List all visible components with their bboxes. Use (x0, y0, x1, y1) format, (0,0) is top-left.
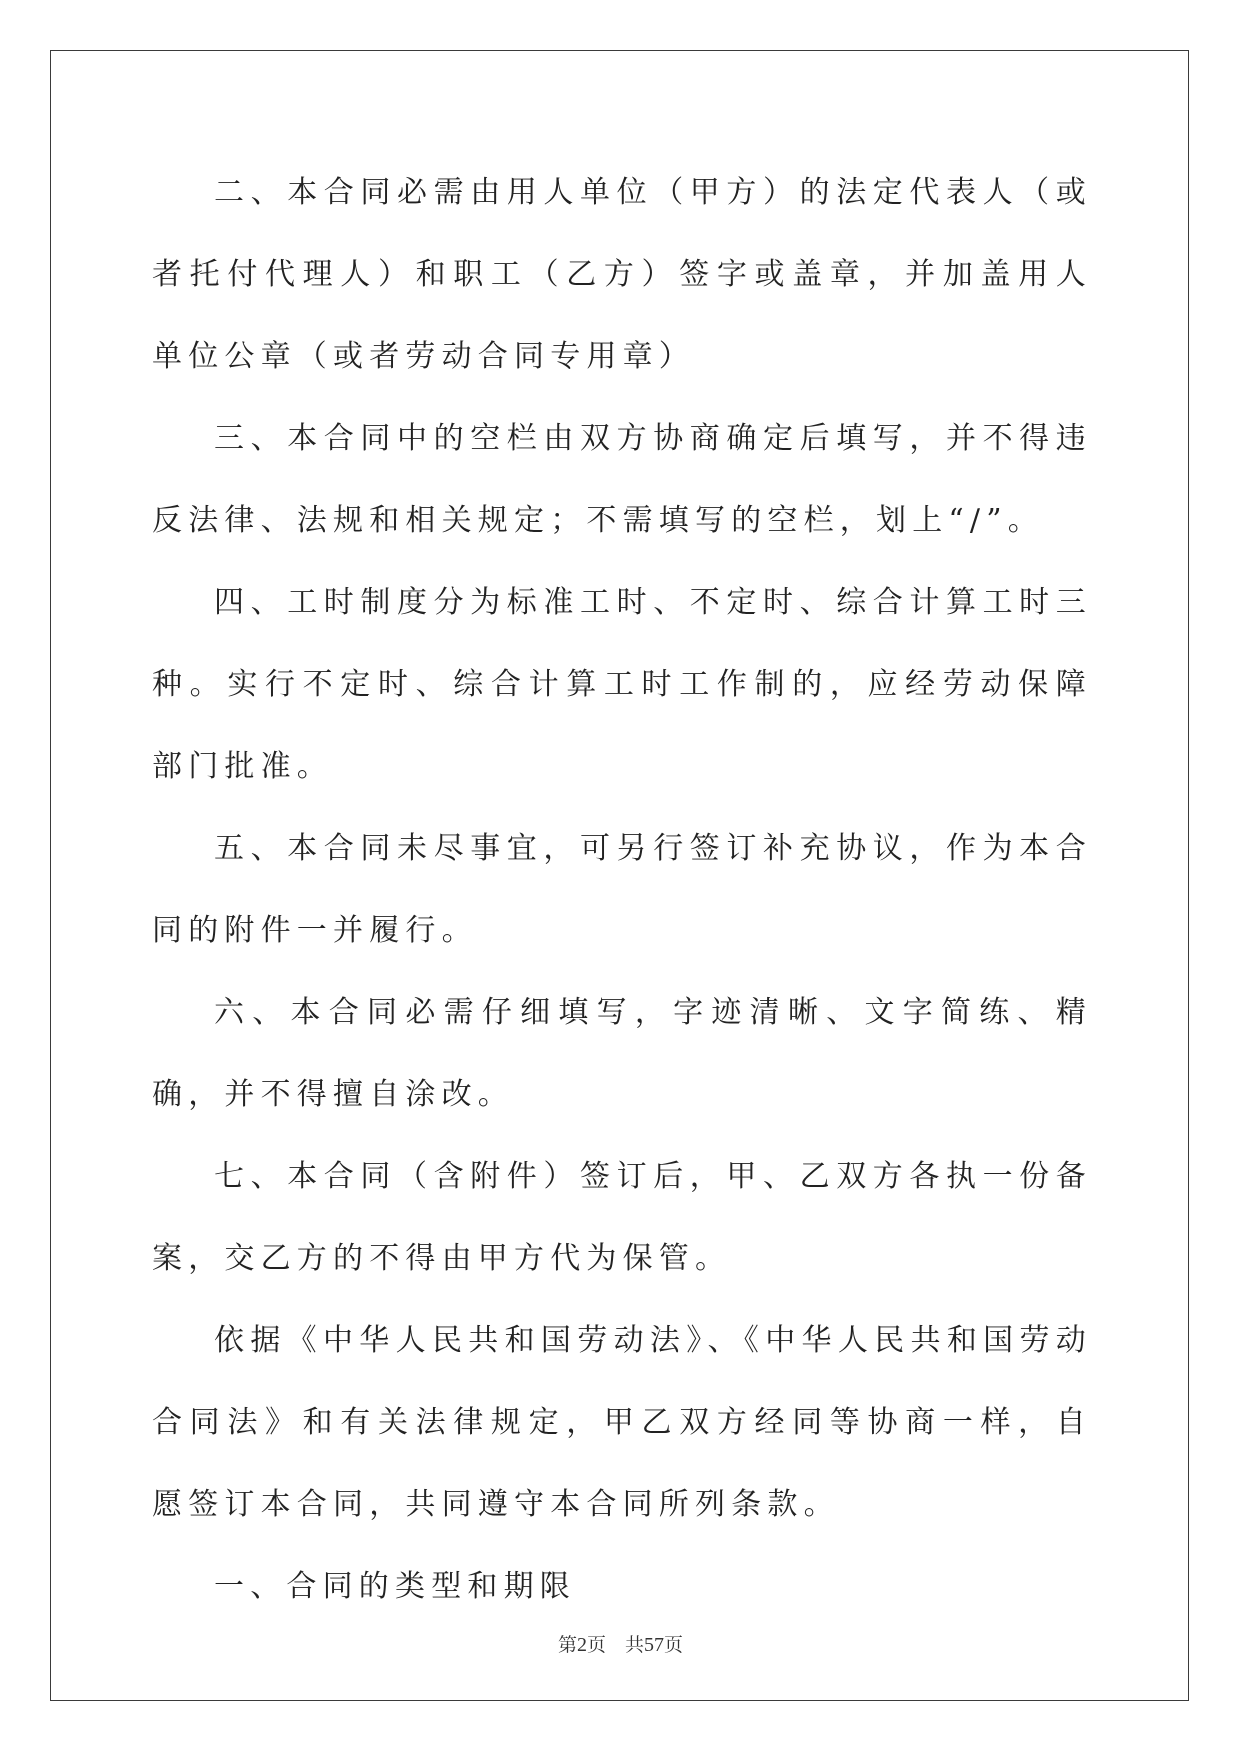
paragraph-clause-2: 二、本合同必需由用人单位（甲方）的法定代表人（或者托付代理人）和职工（乙方）签字或盖章，并加盖用人单位公章（或者劳动合同专用章） (152, 175, 1092, 374)
page-suffix: 页 (586, 1635, 606, 1656)
total-prefix: 共 (625, 1635, 645, 1656)
paragraph-clause-4: 四、工时制度分为标准工时、不定时、综合计算工时三种。实行不定时、综合计算工时工作制的，应经劳动保障部门批准。 (152, 585, 1092, 784)
paragraph-clause-7: 七、本合同（含附件）签订后，甲、乙双方各执一份备案，交乙方的不得由甲方代为保管。 (152, 1159, 1092, 1276)
paragraph-legal-basis: 依据《中华人民共和国劳动法》、《中华人民共和国劳动合同法》和有关法律规定，甲乙双方经同等协商一样，自愿签订本合同，共同遵守本合同所列条款。 (152, 1323, 1092, 1522)
section-heading-contract-type: 一、合同的类型和期限 (214, 1569, 576, 1604)
paragraph-clause-3: 三、本合同中的空栏由双方协商确定后填写，并不得违反法律、法规和相关规定；不需填写的空栏，划上“/”。 (152, 421, 1092, 538)
paragraph-clause-6: 六、本合同必需仔细填写，字迹清晰、文字简练、精确，并不得擅自涂改。 (152, 995, 1092, 1112)
page-footer (0, 1630, 1241, 1657)
paragraph-clause-5: 五、本合同未尽事宜，可另行签订补充协议，作为本合同的附件一并履行。 (152, 831, 1092, 948)
page-prefix: 第 (557, 1635, 577, 1656)
total-suffix: 页 (664, 1635, 684, 1656)
page-number: 2 (576, 1634, 587, 1656)
document-body (152, 152, 1092, 1628)
total-pages: 57 (644, 1634, 665, 1656)
